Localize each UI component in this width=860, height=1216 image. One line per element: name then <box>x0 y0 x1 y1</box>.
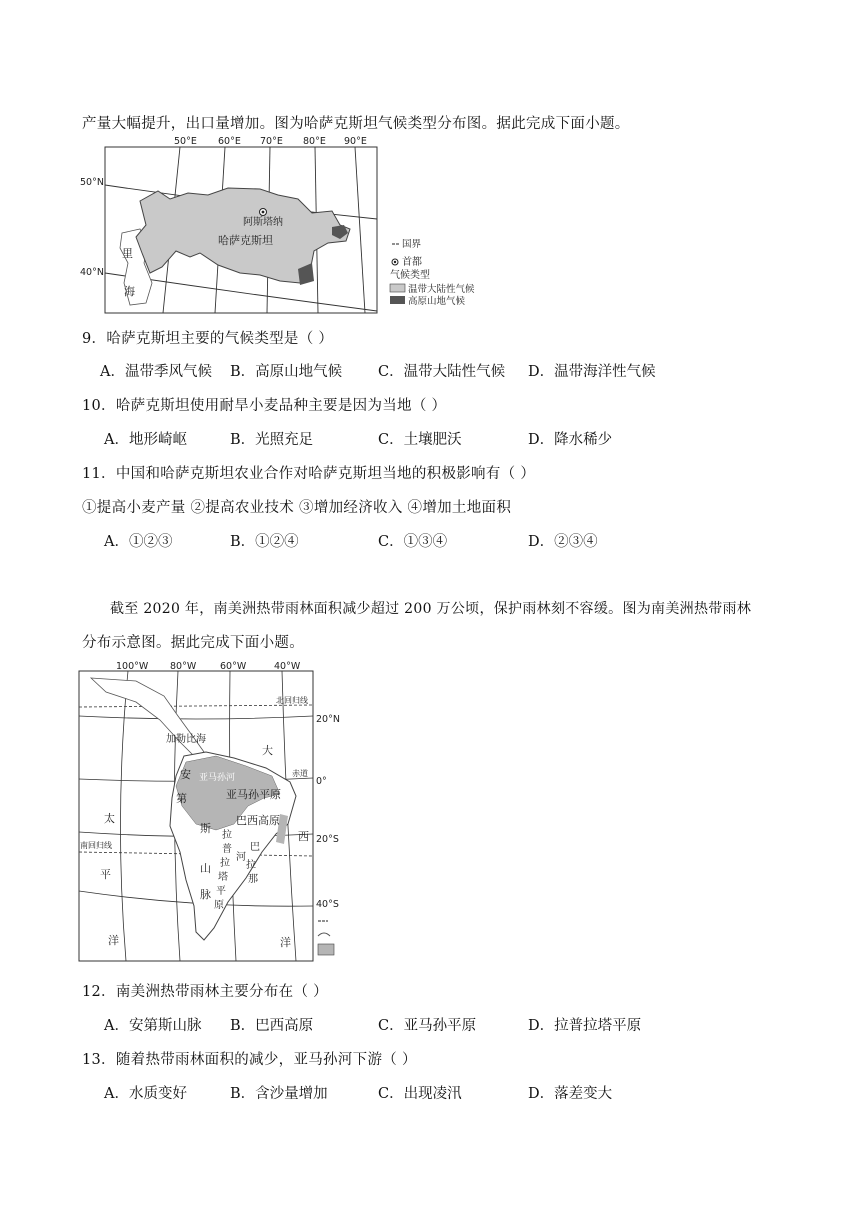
question-12-stem: 12．南美洲热带雨林主要分布在（ ） <box>82 984 328 1000</box>
lon-label-80e: 80°E <box>303 136 326 147</box>
q11-option-b[interactable]: B．①②④ <box>230 534 299 550</box>
question-11-choices: ①提高小麦产量 ②提高农业技术 ③增加经济收入 ④增加土地面积 <box>82 500 512 516</box>
equator-label: 赤道 <box>292 769 308 778</box>
andes-label-1: 安 <box>180 768 191 781</box>
legend-highland: 高原山地气候 <box>408 296 466 307</box>
parana-label-2: 拉 <box>246 860 256 871</box>
pacific-label-3: 洋 <box>108 934 119 947</box>
tropic-north-label: 北回归线 <box>276 696 308 705</box>
south-america-rainforest-map <box>76 656 346 966</box>
q9-option-b[interactable]: B．高原山地气候 <box>230 364 343 380</box>
q13-option-c[interactable]: C．出现凌汛 <box>378 1086 462 1102</box>
question-10-stem: 10．哈萨克斯坦使用耐旱小麦品种主要是因为当地（ ） <box>82 398 447 414</box>
question-9-stem: 9．哈萨克斯坦主要的气候类型是（ ） <box>82 331 334 347</box>
laplata-label-5: 平 <box>216 886 226 897</box>
capital-label: 阿斯塔纳 <box>243 217 283 228</box>
q10-option-b[interactable]: B．光照充足 <box>230 432 314 448</box>
andes-label-2: 第 <box>176 792 187 805</box>
brazil-plateau-label: 巴西高原 <box>236 814 280 827</box>
q10-option-a[interactable]: A．地形崎岖 <box>104 432 187 448</box>
laplata-label-1: 拉 <box>222 830 232 841</box>
question-13-stem: 13．随着热带雨林面积的减少，亚马孙河下游（ ） <box>82 1052 417 1068</box>
kazakhstan-climate-map <box>80 133 520 318</box>
q11-option-d[interactable]: D．②③④ <box>528 534 598 550</box>
lon-label-60w: 60°W <box>220 661 247 672</box>
q13-option-a[interactable]: A．水质变好 <box>104 1086 187 1102</box>
laplata-label-6: 原 <box>214 900 224 911</box>
pacific-label-1: 太 <box>104 812 115 825</box>
lon-label-40w: 40°W <box>274 661 301 672</box>
q12-option-b[interactable]: B．巴西高原 <box>230 1018 314 1034</box>
laplata-label-2: 普 <box>222 844 232 855</box>
amazon-plain-label: 亚马孙平原 <box>226 788 281 801</box>
question-11-stem: 11．中国和哈萨克斯坦农业合作对哈萨克斯坦当地的积极影响有（ ） <box>82 466 536 482</box>
atlantic-label-1: 大 <box>262 744 273 757</box>
lat-label-50n: 50°N <box>80 177 104 188</box>
laplata-label-3: 拉 <box>220 858 230 869</box>
legend-border: 国界 <box>402 239 422 250</box>
laplata-label-4: 塔 <box>218 872 228 883</box>
caspian-label-2: 海 <box>124 285 135 298</box>
q10-option-d[interactable]: D．降水稀少 <box>528 432 613 448</box>
q9-option-c[interactable]: C．温带大陆性气候 <box>378 364 506 380</box>
q12-option-a[interactable]: A．安第斯山脉 <box>104 1018 202 1034</box>
q9-option-d[interactable]: D．温带海洋性气候 <box>528 364 656 380</box>
lon-label-80w: 80°W <box>170 661 197 672</box>
tropic-south-label: 南回归线 <box>80 841 112 850</box>
q12-option-c[interactable]: C．亚马孙平原 <box>378 1018 477 1034</box>
lon-label-60e: 60°E <box>218 136 241 147</box>
lat-label-40s: 40°S <box>316 899 339 910</box>
lat-label-0: 0° <box>316 776 327 787</box>
lon-label-90e: 90°E <box>344 136 367 147</box>
andes-label-4: 山 <box>200 862 211 875</box>
lon-label-50e: 50°E <box>174 136 197 147</box>
q10-option-c[interactable]: C．土壤肥沃 <box>378 432 462 448</box>
pacific-label-2: 平 <box>100 868 111 881</box>
lon-label-100w: 100°W <box>116 661 149 672</box>
legend-capital: 首都 <box>402 257 422 268</box>
amazon-river-label: 亚马孙河 <box>199 773 236 783</box>
parana-label-1: 巴 <box>250 842 260 853</box>
q11-option-c[interactable]: C．①③④ <box>378 534 448 550</box>
legend-temperate: 温带大陆性气候 <box>408 284 475 295</box>
q12-option-d[interactable]: D．拉普拉塔平原 <box>528 1018 642 1034</box>
caspian-label-1: 里 <box>122 247 133 260</box>
q11-option-a[interactable]: A．①②③ <box>104 534 173 550</box>
parana-label-4: 河 <box>236 852 246 863</box>
country-label: 哈萨克斯坦 <box>218 234 273 247</box>
parana-label-3: 那 <box>248 874 258 885</box>
intro-paragraph-1: 产量大幅提升，出口量增加。图为哈萨克斯坦气候类型分布图。据此完成下面小题。 <box>82 116 630 132</box>
caribbean-label: 加勒比海 <box>166 734 206 745</box>
intro-paragraph-2-line-2: 分布示意图。据此完成下面小题。 <box>82 635 304 651</box>
intro-paragraph-2-line-1: 截至 2020 年，南美洲热带雨林面积减少超过 200 万公顷，保护雨林刻不容缓。图为南美洲热带雨林 <box>110 601 752 617</box>
q9-option-a[interactable]: A．温带季风气候 <box>100 364 212 380</box>
lat-label-40n: 40°N <box>80 267 104 278</box>
lon-label-70e: 70°E <box>260 136 283 147</box>
lat-label-20s: 20°S <box>316 834 339 845</box>
legend-climate-title: 气候类型 <box>390 270 430 281</box>
andes-label-5: 脉 <box>200 888 211 901</box>
atlantic-label-2: 西 <box>298 830 309 843</box>
andes-label-3: 斯 <box>200 822 211 835</box>
atlantic-label-3: 洋 <box>280 936 291 949</box>
lat-label-20n: 20°N <box>316 714 340 725</box>
q13-option-b[interactable]: B．含沙量增加 <box>230 1086 328 1102</box>
q13-option-d[interactable]: D．落差变大 <box>528 1086 613 1102</box>
